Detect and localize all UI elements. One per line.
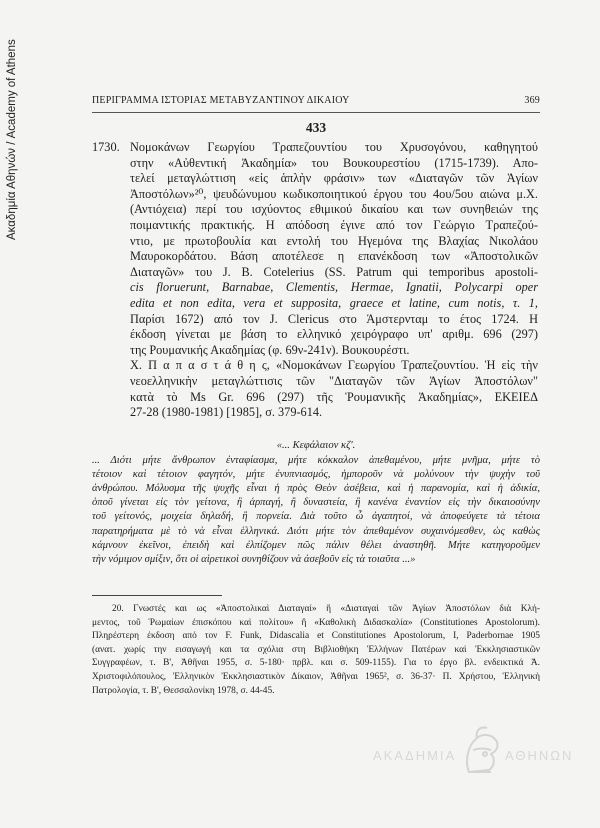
reference-line: νεοελληνικὴν μεταγλώττισις τῶν "Διαταγῶν τῶν Ἁγίων Ἀποστόλων" <box>130 373 538 388</box>
excerpt-line: ... Διότι μήτε ἄνθρωπον ἐνταφίασμα, μήτε κόκκαλον ἀπεθαμένου, μήτε μνῆμα, μήτε τὸ <box>92 455 540 467</box>
entry-line: ντιο, με πρωτοβουλία και εντολή του Ηγεμόνα της Βλαχίας Νικολάου <box>130 233 538 248</box>
excerpt-line: τέτοιον καὶ τέτοιον φαγητόν, μήτε ἐνυπνιασμός, ἡμποροῦν νὰ μολύνουν τὴν ψυχὴν τοῦ <box>92 469 540 481</box>
excerpt-line: τὴν νόμιμον σμίξιν, ὅτι οἱ αἱρετικοὶ συνηθίζουν νὰ ἀσεβοῦν εἰς τὰ τοιαῦτα ...» <box>92 553 416 565</box>
watermark-right-text: ΑΘΗΝΩΝ <box>505 748 574 763</box>
entry-line: της Ρουμανικής Ακαδημίας (φ. 69ν-241ν). Βουκουρέστι. <box>130 342 410 357</box>
excerpt-title: «... Κεφάλαιον κζ'. <box>276 440 356 451</box>
entry-body <box>130 140 538 421</box>
header-title: ΠΕΡΙΓΡΑΜΜΑ ΙΣΤΟΡΙΑΣ ΜΕΤΑΒΥΖΑΝΤΙΝΟΥ ΔΙΚΑΙΟΥ <box>92 95 350 106</box>
entry-line: Παρίσι 1672) από τον J. Clericus στο Άμστερνταμ το έτος 1724. Η <box>130 311 538 326</box>
footnote-line: μεντος, τοῦ Ῥωμαίων ἐπισκόπου καὶ πολίτου» ἢ «Καθολικὴ Διδασκαλία» (Constitutiones Apostolorum). <box>92 617 540 628</box>
entry-line: έκδοση γίνεται με βάση το ελληνικό χειρόγραφο υπ' αριθμ. 696 (297) <box>130 327 538 342</box>
excerpt-line: παρατηρήματα μὲ τὸ νὰ εἶναι ἑλληνικά. Διότι μήτε τὸν ἀπεθαμένον συχαινόμεσθεν, ὡς καθὼς <box>92 525 540 537</box>
entry-number: 1730. <box>92 140 120 154</box>
side-label-text: Ακαδημία Αθηνών / Academy of Athens <box>6 39 18 240</box>
footnote-line: Πληρέστερη έκδοση από τον F. Funk, Didascalia et Constitutiones Apostolorum, I, Paderbornae 1905 <box>92 631 540 642</box>
page-number: 369 <box>524 95 540 106</box>
footnote-line: Συγγραφέων, τ. Β', Ἀθῆναι 1955, σ. 5-180· πρβλ. και σ. 509-1155). Για το έργο βλ. ενδεικτικά Ἀ. <box>92 658 540 669</box>
entry-line: Διαταγῶν» του J. B. Cotelerius (SS. Patrum qui temporibus apostoli- <box>130 264 538 279</box>
entry-line: τελεί μεταγλώττιση «εἰς ἁπλὴν φράσιν» των «Διαταγῶν τῶν Ἁγίων <box>130 171 538 186</box>
entry-line: στην «Αὐθεντική Ἀκαδημία» του Βουκουρεστίου (1715-1739). Απο- <box>130 155 538 170</box>
footnote-line: 20. Γνωστές και ως «Ἀποστολικαὶ Διαταγαί» ἢ «Διαταγαὶ τῶν Ἁγίων Ἀποστόλων διὰ Κλή- <box>112 604 540 614</box>
entry-line: cis floruerunt, Barnabae, Clementis, Hermae, Ignatii, Polycarpi oper <box>130 280 538 295</box>
footnote-line: Πατρολογία, τ. Β', Θεσσαλονίκη 1978, σ. 44-45. <box>92 685 275 696</box>
footnote-line: Χριστοφιλόπουλος, Ἑλληνικὸν Ἐκκλησιαστικὸν Δίκαιον, Ἀθῆναι 1965², σ. 36-37· Π. Χρήστου, Ἑλληνικὴ <box>92 671 540 682</box>
quoted-excerpt <box>92 439 540 567</box>
entry-line: edita et non edita, vera et supposita, graece et latine, cum notis, τ. 1, <box>130 295 538 310</box>
excerpt-line: ὁποῦ γίνεται εἰς τὸν γείτονα, ἢ ἁρπαγή, ἢ δυναστεία, ἢ κανένα ἐναντίον εἰς τὴν δικαιοσύνην <box>92 497 540 509</box>
footnote-rule <box>92 595 222 596</box>
footnote-line: (ανατ. χωρίς την εισαγωγή και τα σχόλια στη Βιβλιοθήκη Ἑλλήνων Πατέρων καὶ Ἐκκλησιαστικῶν <box>92 644 540 655</box>
document-number: 433 <box>305 120 327 135</box>
reference-line: κατὰ τὸ Ms Gr. 696 (297) τῆς Ῥουμανικῆς Ἀκαδημίας», ΕΚΕΙΕΔ <box>130 389 538 404</box>
entry-line: Μαυροκορδάτου. Βάση αποτέλεσε η επανέκδοση των «Ἀποστολικῶν <box>130 249 538 264</box>
header-rule <box>92 112 540 113</box>
excerpt-line: τοῦ γείτονός, μοιχεία δηλαδή, ἢ πορνεία. Διὰ τοῦτο ὦ ἀγαπητοί, νὰ ἀποφεύγετε τὰ τέτοια <box>92 511 540 523</box>
reference-line: 27-28 (1980-1981) [1985], σ. 379-614. <box>130 405 323 420</box>
running-header <box>92 95 540 106</box>
reference-line: Χ. Π α π α σ τ ά θ η ς, «Νομοκάνων Γεωργίου Τραπεζουντίου. Ἡ εἰς τὴν <box>130 358 538 373</box>
watermark-left-text: ΑΚΑΔΗΜΙΑ <box>373 748 457 763</box>
side-label <box>4 40 22 250</box>
entry-line: (Αντιόχεια) περί του ισχύοντος εθιμικού δικαίου και των συνηθειών της <box>130 202 538 217</box>
excerpt-line: κάμνουν ἐκεῖνοι, ἐπειδὴ καὶ ἐλπίζομεν πῶς πάλιν θέλει ἀναστηθῆ. Μήτε κατηγοροῦμεν <box>92 539 540 551</box>
entry-line: Ἀποστόλων»²⁰, ψευδώνυμου κωδικοποιητικού έργου του 4ου/5ου αιώνα μ.Χ. <box>130 186 538 201</box>
entry-line: ποιμαντικής πρακτικής. Η απόδοση έγινε από τον Γεώργιο Τραπεζού- <box>130 217 538 232</box>
footnote <box>92 603 540 698</box>
catalog-entry <box>92 140 538 421</box>
excerpt-line: ἀνθρώπου. Μόλυσμα τῆς ψυχῆς εἶναι ἡ πρὸς Θεὸν ἀσέβεια, καὶ ἡ παρανομία, καὶ ἡ ἀδικία, <box>92 483 540 495</box>
athena-head-icon <box>459 724 503 780</box>
academy-watermark <box>355 718 575 788</box>
entry-line: Νομοκάνων Γεωργίου Τραπεζουντίου του Χρυσογόνου, καθηγητού <box>130 140 538 154</box>
